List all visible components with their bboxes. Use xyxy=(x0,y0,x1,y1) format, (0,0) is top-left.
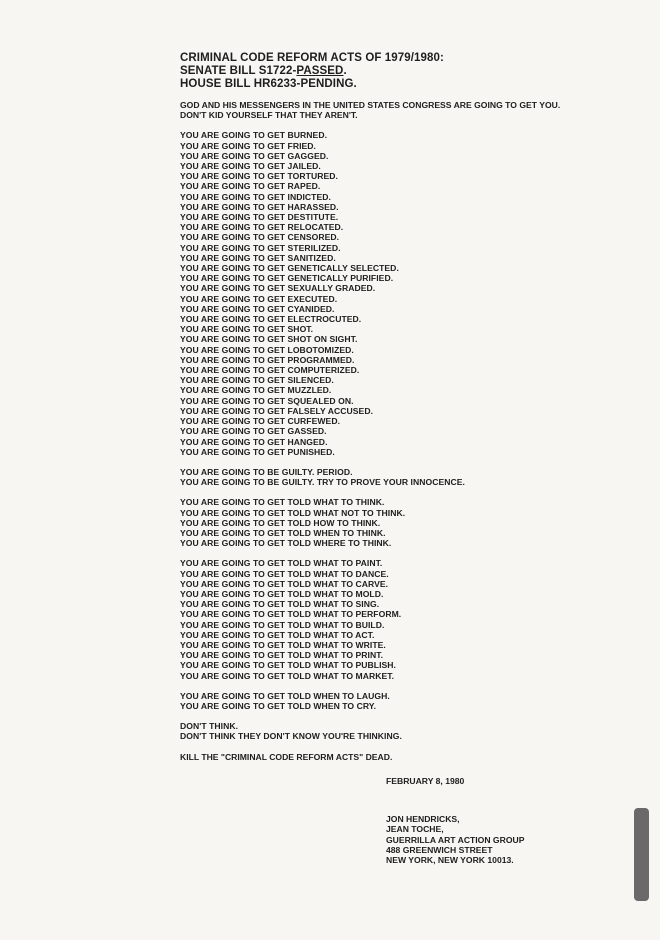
statement-line: YOU ARE GOING TO GET TOLD WHAT TO ACT. xyxy=(180,629,375,640)
statement-line: YOU ARE GOING TO GET SHOT. xyxy=(180,324,314,335)
statement-line: YOU ARE GOING TO GET FALSELY ACCUSED. xyxy=(180,405,374,416)
statement-line: YOU ARE GOING TO GET TOLD WHEN TO LAUGH. xyxy=(180,690,390,701)
title-line-3: HOUSE BILL HR6233-PENDING. xyxy=(180,78,357,90)
statement-group xyxy=(180,497,625,548)
kill-statement: KILL THE "CRIMINAL CODE REFORM ACTS" DEAD. xyxy=(180,751,393,762)
document-date: FEBRUARY 8, 1980 xyxy=(386,776,465,786)
statement-line: YOU ARE GOING TO GET SQUEALED ON. xyxy=(180,395,354,406)
statement-group xyxy=(180,467,625,487)
statement-line: YOU ARE GOING TO GET TOLD WHEN TO THINK. xyxy=(180,527,386,538)
statement-line: YOU ARE GOING TO GET RELOCATED. xyxy=(180,222,344,233)
statement-line: YOU ARE GOING TO GET TOLD WHAT TO THINK. xyxy=(180,497,385,508)
statement-line: YOU ARE GOING TO GET CENSORED. xyxy=(180,232,340,243)
statement-line: YOU ARE GOING TO GET CURFEWED. xyxy=(180,416,341,427)
statement-line: YOU ARE GOING TO GET ELECTROCUTED. xyxy=(180,314,362,325)
statement-line: YOU ARE GOING TO GET TOLD WHAT TO DANCE. xyxy=(180,568,389,579)
statement-line: YOU ARE GOING TO GET TOLD WHAT TO BUILD. xyxy=(180,619,385,630)
statement-group xyxy=(180,130,625,457)
statement-line: YOU ARE GOING TO GET INDICTED. xyxy=(180,191,331,202)
statement-line: YOU ARE GOING TO GET TOLD WHAT TO CARVE. xyxy=(180,578,389,589)
statement-group xyxy=(180,721,625,741)
statement-line: YOU ARE GOING TO GET FRIED. xyxy=(180,140,316,151)
statement-line: YOU ARE GOING TO GET SEXUALLY GRADED. xyxy=(180,283,376,294)
title-line-2-prefix: SENATE BILL S1722- xyxy=(180,65,297,77)
title-line-1: CRIMINAL CODE REFORM ACTS OF 1979/1980: xyxy=(180,52,444,64)
statement-line: YOU ARE GOING TO GET CYANIDED. xyxy=(180,303,335,314)
statement-line: YOU ARE GOING TO GET RAPED. xyxy=(180,181,321,192)
statement-line: YOU ARE GOING TO GET TOLD WHAT TO SING. xyxy=(180,599,380,610)
statement-line: YOU ARE GOING TO GET BURNED. xyxy=(180,130,328,141)
statement-line: YOU ARE GOING TO GET TOLD WHEN TO CRY. xyxy=(180,700,377,711)
statement-line: YOU ARE GOING TO GET PROGRAMMED. xyxy=(180,354,355,365)
statement-line: YOU ARE GOING TO GET GASSED. xyxy=(180,426,327,437)
signature-line: NEW YORK, NEW YORK 10013. xyxy=(386,855,514,866)
statement-line: YOU ARE GOING TO GET TOLD WHAT TO MARKET. xyxy=(180,670,395,681)
statement-line: YOU ARE GOING TO GET TOLD WHAT TO PERFORM. xyxy=(180,609,402,620)
statement-line: YOU ARE GOING TO GET SILENCED. xyxy=(180,375,334,386)
statement-line: YOU ARE GOING TO GET JAILED. xyxy=(180,161,321,172)
statement-line: YOU ARE GOING TO GET GENETICALLY PURIFIED. xyxy=(180,273,394,284)
statement-line: YOU ARE GOING TO GET HANGED. xyxy=(180,436,328,447)
statement-line: YOU ARE GOING TO GET PUNISHED. xyxy=(180,446,335,457)
signature-line: JEAN TOCHE, xyxy=(386,824,444,835)
statement-line: YOU ARE GOING TO GET GENETICALLY SELECTED. xyxy=(180,263,399,274)
statement-line: YOU ARE GOING TO GET SANITIZED. xyxy=(180,252,336,263)
statement-line: YOU ARE GOING TO GET MUZZLED. xyxy=(180,385,332,396)
page-edge-tab xyxy=(634,808,649,901)
statement-line: YOU ARE GOING TO GET TOLD WHAT TO PRINT. xyxy=(180,650,384,661)
statement-line: YOU ARE GOING TO GET LOBOTOMIZED. xyxy=(180,344,354,355)
statement-line: DON'T THINK. xyxy=(180,721,239,732)
intro-line: GOD AND HIS MESSENGERS IN THE UNITED STATES CONGRESS ARE GOING TO GET YOU. xyxy=(180,100,561,110)
statement-line: YOU ARE GOING TO BE GUILTY. TRY TO PROVE YOUR INNOCENCE. xyxy=(180,477,465,488)
signature-line: JON HENDRICKS, xyxy=(386,814,460,824)
intro-paragraph xyxy=(180,100,625,120)
statement-group xyxy=(180,691,625,711)
statement-line: YOU ARE GOING TO GET EXECUTED. xyxy=(180,293,338,304)
statement-line: YOU ARE GOING TO GET TOLD WHAT TO PUBLISH. xyxy=(180,660,396,671)
statement-line: YOU ARE GOING TO GET HARASSED. xyxy=(180,201,339,212)
statement-line: YOU ARE GOING TO GET TOLD WHAT TO MOLD. xyxy=(180,588,384,599)
statement-line: YOU ARE GOING TO GET TORTURED. xyxy=(180,171,338,182)
statement-group xyxy=(180,558,625,680)
title-line-2-suffix: . xyxy=(343,65,347,77)
statement-line: YOU ARE GOING TO GET COMPUTERIZED. xyxy=(180,365,360,376)
title-line-2 xyxy=(180,65,625,78)
statement-line: YOU ARE GOING TO GET STERILIZED. xyxy=(180,242,341,253)
passed-underlined: PASSED xyxy=(296,65,344,77)
statement-line: YOU ARE GOING TO GET SHOT ON SIGHT. xyxy=(180,334,358,345)
statement-line: DON'T THINK THEY DON'T KNOW YOU'RE THINKING. xyxy=(180,731,402,742)
statement-line: YOU ARE GOING TO GET GAGGED. xyxy=(180,150,329,161)
statement-line: YOU ARE GOING TO GET TOLD HOW TO THINK. xyxy=(180,517,381,528)
statement-line: YOU ARE GOING TO GET TOLD WHAT NOT TO THINK. xyxy=(180,507,406,518)
statement-line: YOU ARE GOING TO GET TOLD WHAT TO WRITE. xyxy=(180,639,386,650)
statement-line: YOU ARE GOING TO GET TOLD WHERE TO THINK. xyxy=(180,538,392,549)
statement-line: YOU ARE GOING TO GET DESTITUTE. xyxy=(180,212,339,223)
statement-line: YOU ARE GOING TO BE GUILTY. PERIOD. xyxy=(180,466,353,477)
signature-block xyxy=(386,814,524,865)
document-title xyxy=(180,52,625,91)
signature-line: 488 GREENWICH STREET xyxy=(386,844,493,855)
statement-groups xyxy=(180,130,625,741)
statement-line: YOU ARE GOING TO GET TOLD WHAT TO PAINT. xyxy=(180,558,383,569)
document-body xyxy=(180,52,625,762)
intro-line: DON'T KID YOURSELF THAT THEY AREN'T. xyxy=(180,110,358,121)
signature-line: GUERRILLA ART ACTION GROUP xyxy=(386,834,525,845)
